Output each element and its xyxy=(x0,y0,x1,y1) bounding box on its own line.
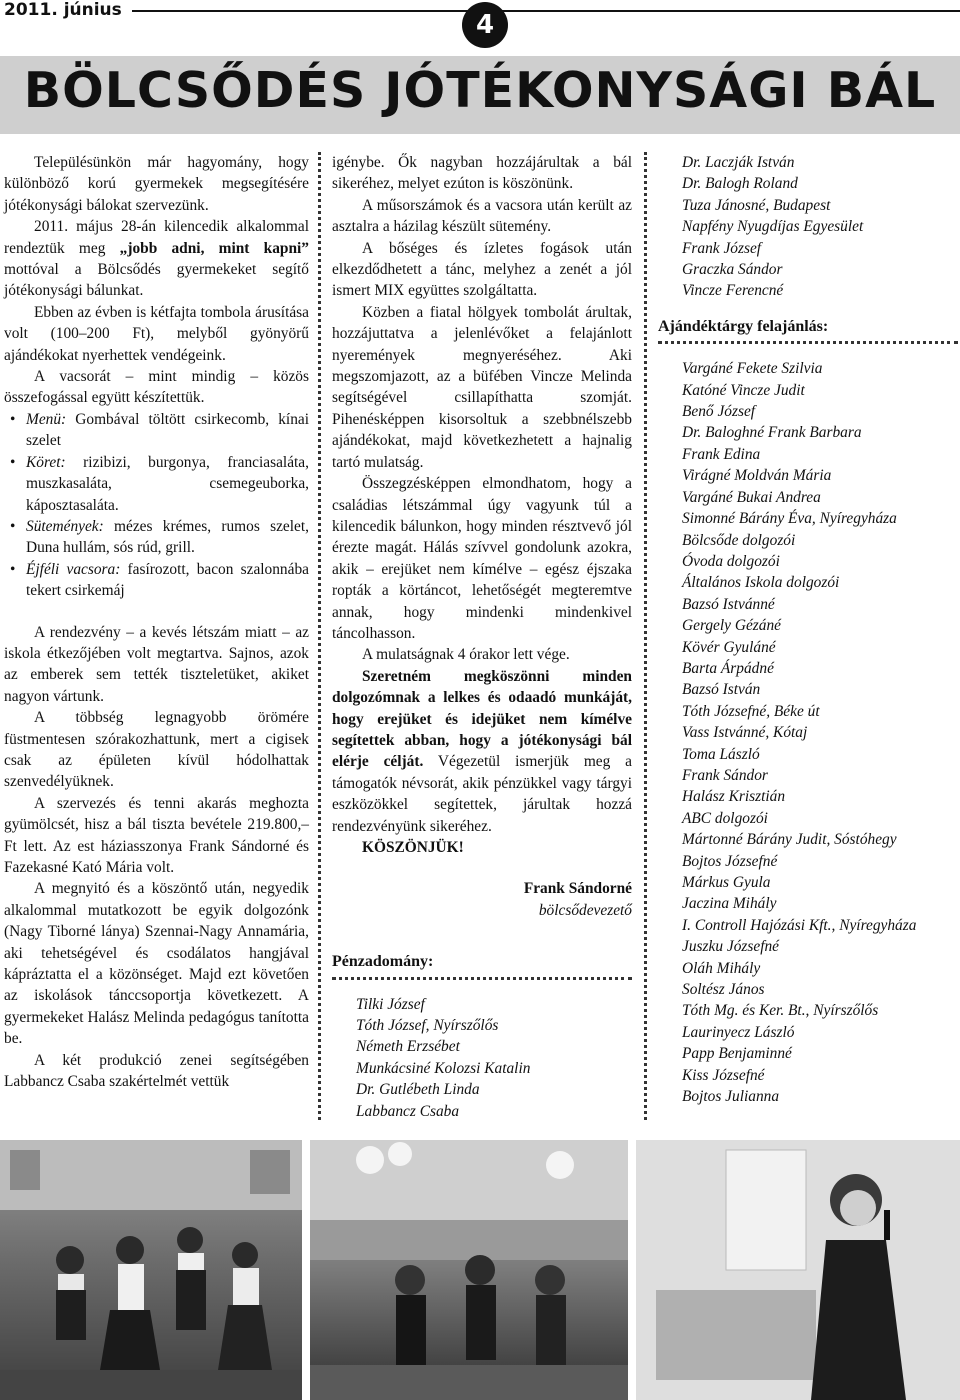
paragraph: A műsorszámok és a vacsora után került az asztalra a házilag készült sütemény. xyxy=(332,196,632,236)
column-2 xyxy=(332,152,632,1122)
text-run: 2011. május 28-án kilencedik alkalommal rendeztük meg xyxy=(4,218,309,257)
paragraph: A többség legnagyobb örömére füstmentesen szórakozhattunk, mert a cigisek csak az épületen kívül hódolhattak szenvedélyüknek. xyxy=(4,709,309,791)
spacer xyxy=(4,602,309,622)
spacer xyxy=(332,921,632,951)
name-entry: Általános Iskola dolgozói xyxy=(682,574,840,592)
name-entry: Bölcsőde dolgozói xyxy=(682,531,796,549)
name-entry: Toma László xyxy=(682,745,760,763)
name-entry: Dr. Baloghné Frank Barbara xyxy=(682,424,862,442)
menu-label: Köret: xyxy=(26,453,66,471)
gifts-heading: Ajándéktárgy felajánlás: xyxy=(658,317,829,335)
signature-role xyxy=(332,900,632,921)
name-entry: Vargáné Fekete Szilvia xyxy=(682,360,823,378)
photo-ballroom-dance xyxy=(310,1140,628,1400)
gift-donor-list xyxy=(658,358,958,1107)
name-entry: Frank Edina xyxy=(682,445,761,463)
bullet-icon: • xyxy=(10,453,16,471)
name-entry: Óvoda dolgozói xyxy=(682,552,780,570)
photo-dancing-children-image xyxy=(0,1140,302,1400)
photo-ballroom-dance-image xyxy=(310,1140,628,1400)
name-entry: Kiss Józsefné xyxy=(682,1066,765,1084)
column-3 xyxy=(658,152,958,1107)
bullet-icon: • xyxy=(10,560,16,578)
dotted-rule xyxy=(332,977,632,980)
name-entry: I. Controll Hajózási Kft., Nyíregyháza xyxy=(682,916,917,934)
name-entry: Mártonné Bárány Judit, Sóstóhegy xyxy=(682,831,897,849)
name-entry: Juszku Józsefné xyxy=(682,938,780,956)
paragraph: A megnyitó és a köszöntő után, negyedik alkalommal mutatkozott be egyik dolgozónk (Nagy Tiborné lánya) Szennai-Nagy Annamária, aki tehetségével és csodálatos hangjával kápráztatta el a közönséget. Majd ezt követően az iskolások tánccsoportja következett. A gyermekeket Halász Melinda pedagógus tanította be. xyxy=(4,880,309,1048)
name-entry: Frank József xyxy=(682,239,762,257)
name-entry: Benő József xyxy=(682,403,756,421)
menu-list xyxy=(4,409,309,602)
name-entry: Németh Erzsébet xyxy=(356,1038,460,1056)
name-entry: Bojtos Józsefné xyxy=(682,852,778,870)
paragraph: igénybe. Ők nagyban hozzájárultak a bál sikeréhez, melyet ezúton is köszönünk. xyxy=(332,154,632,193)
menu-text: fasírozott, bacon szalonnába tekert csirkemáj xyxy=(26,560,309,600)
bullet-icon: • xyxy=(10,410,16,428)
name-entry: Virágné Moldván Mária xyxy=(682,467,832,485)
menu-item xyxy=(4,452,309,516)
name-entry: Halász Krisztián xyxy=(682,788,786,806)
name-entry: Bazsó István xyxy=(682,681,761,699)
name-entry: Bojtos Julianna xyxy=(682,1088,780,1106)
paragraph: Összegzésképpen elmondhatom, hogy a családias létszámmal úgy vagyunk túl a kilencedik bálunkon, hogy minden résztvevő jól érezte magát. Hálás szívvel gondolunk azokra, akik – erejüket nem kímélve – egész éjszaka ropták a körtáncot, lehetőségét megteremtve annak, hogy mindenki mindenkivel táncolhasson. xyxy=(332,475,632,642)
menu-text: mézes krémes, rumos szelet, Duna hullám, sós rúd, grill. xyxy=(26,517,309,557)
name-entry: Tóth József, Nyírszőlős xyxy=(356,1017,499,1035)
text-run: Végezetül ismerjük meg a támogatók névsorát, akik pénzükkel vagy tárgyi eszközökkel segítettek, járultak hozzá rendezvényünk sikeréhez. xyxy=(332,753,632,835)
header-rule xyxy=(132,10,960,12)
menu-label: Menü: xyxy=(26,410,67,428)
paragraph: Településünkön már hagyomány, hogy különböző korú gyermekek megsegítésére jótékonysági bálokat szervezünk. xyxy=(4,154,309,214)
name-entry: Napfény Nyugdíjas Egyesület xyxy=(682,218,864,236)
signature-name xyxy=(332,878,632,899)
name-entry: Papp Benjaminné xyxy=(682,1045,792,1063)
name-entry: Munkácsiné Kolozsi Katalin xyxy=(356,1059,531,1077)
bullet-icon: • xyxy=(10,517,16,535)
name-entry: Dr. Laczják István xyxy=(682,154,795,171)
name-entry: ABC dolgozói xyxy=(682,809,768,827)
photo-singer xyxy=(636,1140,960,1400)
name-entry: Vargáné Bukai Andrea xyxy=(682,488,821,506)
name-entry: Frank Sándor xyxy=(682,766,768,784)
page-number-badge: 4 xyxy=(462,2,508,48)
name-entry: Tilki József xyxy=(356,995,425,1013)
column-divider xyxy=(318,152,321,1120)
name-entry: Jaczina Mihály xyxy=(682,895,777,913)
name-entry: Laurinyecz László xyxy=(682,1023,795,1041)
paragraph: A szervezés és tenni akarás meghozta gyümölcsét, hisz a bál tiszta bevétele 219.800,– Ft lett. Az est háziasszonya Frank Sándorné és Fazekasné Kató Mária volt. xyxy=(4,794,309,876)
sponsor-list xyxy=(658,152,958,302)
menu-label: Éjféli vacsora: xyxy=(26,560,121,578)
paragraph: A két produkció zenei segítségében Labbancz Csaba szakértelmét vettük xyxy=(4,1051,309,1091)
motto: „jobb adni, mint kapni” xyxy=(119,239,309,257)
thanks-line xyxy=(332,837,632,858)
thanks-text: KÖSZÖNJÜK! xyxy=(362,839,464,856)
name-entry: Tóth Mg. és Ker. Bt., Nyírszőlős xyxy=(682,1002,879,1020)
paragraph: A bőséges és ízletes fogások után elkezdődhetett a tánc, melyhez a zenét a jól ismert MIX együttes szolgáltatta. xyxy=(332,239,632,300)
dotted-rule xyxy=(658,341,958,344)
signature-name-text: Frank Sándorné xyxy=(523,880,632,898)
menu-text: rizibizi, burgonya, franciasaláta, muszkasaláta, csemegeuborka, káposztasaláta. xyxy=(26,453,309,514)
text-run: mottóval a Bölcsődés gyermekeket segítő jótékonysági bálunkat. xyxy=(4,261,309,300)
name-entry: Bazsó Istvánné xyxy=(682,595,775,613)
menu-item xyxy=(4,516,309,559)
name-entry: Tóth Józsefné, Béke út xyxy=(682,702,820,720)
article-title: BÖLCSŐDÉS JÓTÉKONYSÁGI BÁL xyxy=(23,62,937,119)
menu-text: Gombával töltött csirkecomb, kínai szelet xyxy=(26,410,309,450)
name-entry: Márkus Gyula xyxy=(682,874,771,891)
name-entry: Graczka Sándor xyxy=(682,261,783,279)
thanks-bold: Szeretném megköszönni minden dolgozómnak a lelkes és odaadó munkáját, hogy erejüket és idejüket nem kímélve segítettek abban, hogy a jótékonysági bál elérje célját. xyxy=(332,667,632,771)
name-entry: Gergely Gézáné xyxy=(682,617,782,635)
paragraph: Közben a fiatal hölgyek tombolát árultak, hozzájuttatva a jelenlévőket a felajánlott nyeremények megnyeréséhez. Aki megszomjazott, az a büfében Vincze Melinda segítségével csillapíthatta szomját. Pihenésképpen kisorsoltuk a szebbnélszebb ajándékokat, majd következhetett a hajnalig tartó mulatság. xyxy=(332,303,632,471)
name-entry: Soltész János xyxy=(682,981,765,999)
name-entry: Vincze Ferencné xyxy=(682,282,784,300)
name-entry: Barta Árpádné xyxy=(682,659,774,677)
issue-date: 2011. június xyxy=(4,0,122,20)
name-entry: Oláh Mihály xyxy=(682,959,761,977)
menu-label: Sütemények: xyxy=(26,517,104,535)
photo-singer-image xyxy=(636,1140,960,1400)
menu-item xyxy=(4,559,309,602)
spacer xyxy=(658,302,958,316)
paragraph: A rendezvény – a kevés létszám miatt – az iskola étkezőjében volt megtartva. Sajnos, azok az emberek sem tették tiszteletüket, akiket nagyon vártunk. xyxy=(4,623,309,705)
donations-heading: Pénzadomány: xyxy=(332,953,434,971)
photo-dancing-children xyxy=(0,1140,302,1400)
name-entry: Kövér Gyuláné xyxy=(682,638,776,656)
name-entry: Dr. Balogh Roland xyxy=(682,175,798,193)
paragraph xyxy=(332,666,632,837)
donor-list xyxy=(332,994,632,1122)
paragraph xyxy=(4,216,309,302)
menu-item xyxy=(4,409,309,452)
paragraph: A vacsorát – mint mindig – közös összefogással együtt készítettük. xyxy=(4,368,309,407)
signature-role-text: bölcsődevezető xyxy=(538,901,632,919)
spacer xyxy=(332,858,632,878)
name-entry: Katóné Vincze Judit xyxy=(682,381,805,399)
paragraph: Ebben az évben is kétfajta tombola árusítása volt (100–200 Ft), melyből gyönyörű ajándékokat nyerhettek vendégeink. xyxy=(4,303,309,364)
paragraph: A mulatságnak 4 órakor lett vége. xyxy=(362,646,570,664)
name-entry: Labbancz Csaba xyxy=(356,1102,460,1120)
column-divider xyxy=(644,152,647,1120)
column-1 xyxy=(4,152,309,1092)
name-entry: Dr. Gutlébeth Linda xyxy=(356,1081,480,1099)
name-entry: Simonné Bárány Éva, Nyíregyháza xyxy=(682,510,897,528)
name-entry: Vass Istvánné, Kótaj xyxy=(682,724,808,742)
name-entry: Tuza Jánosné, Budapest xyxy=(682,196,831,214)
